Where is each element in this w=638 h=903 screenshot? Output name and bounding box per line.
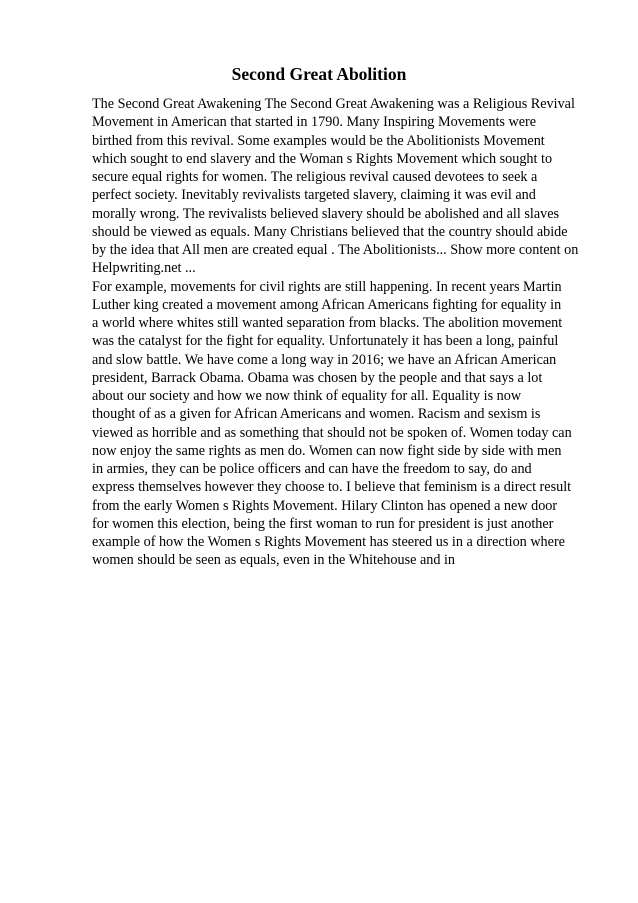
text-line: which sought to end slavery and the Woman s Rights Movement which sought to (92, 150, 553, 167)
text-line: example of how the Women s Rights Movement has steered us in a direction where (92, 534, 565, 550)
text-line: about our society and how we now think of equality for all. Equality is now (92, 388, 522, 404)
text-line: was the catalyst for the fight for equality. Unfortunately it has been a long, painful (92, 333, 559, 350)
text-line: a world where whites still wanted separation from blacks. The abolition movement (92, 315, 563, 331)
text-line: birthed from this revival. Some examples would be the Abolitionists Movement (92, 132, 545, 149)
text-line: in armies, they can be police officers and can have the freedom to say, do and (92, 461, 532, 477)
page-title: Second Great Abolition (231, 64, 407, 84)
text-line: express themselves however they choose to. I believe that feminism is a direct result (92, 479, 572, 496)
text-line: by the idea that All men are created equal . The Abolitionists... Show more content on (92, 242, 579, 258)
text-line: for women this election, being the first woman to run for president is just another (92, 515, 554, 532)
text-line: perfect society. Inevitably revivalists targeted slavery, claiming it was evil and (92, 187, 536, 204)
text-line: women should be seen as equals, even in the Whitehouse and in (92, 552, 456, 569)
text-line: thought of as a given for African Americans and women. Racism and sexism is (92, 406, 541, 423)
text-line: and slow battle. We have come a long way in 2016; we have an African American (92, 351, 557, 368)
text-line: president, Barrack Obama. Obama was chosen by the people and that says a lot (92, 369, 543, 386)
text-line: viewed as horrible and as something that should not be spoken of. Women today can (92, 424, 572, 441)
text-line: morally wrong. The revivalists believed slavery should be abolished and all slaves (92, 205, 560, 222)
text-line: from the early Women s Rights Movement. Hilary Clinton has opened a new door (92, 497, 558, 514)
text-line: should be viewed as equals. Many Christians believed that the country should abide (92, 223, 568, 240)
text-line: secure equal rights for women. The religious revival caused devotees to seek a (92, 169, 538, 185)
text-line: now enjoy the same rights as men do. Women can now fight side by side with men (92, 442, 562, 459)
text-line: For example, movements for civil rights are still happening. In recent years Martin (92, 278, 562, 295)
body-text (92, 95, 602, 570)
text-line: Luther king created a movement among African Americans fighting for equality in (92, 296, 562, 313)
text-line: Movement in American that started in 1790. Many Inspiring Movements were (92, 114, 537, 131)
text-line: The Second Great Awakening The Second Great Awakening was a Religious Revival (92, 96, 575, 112)
text-line: Helpwriting.net ... (92, 260, 196, 277)
